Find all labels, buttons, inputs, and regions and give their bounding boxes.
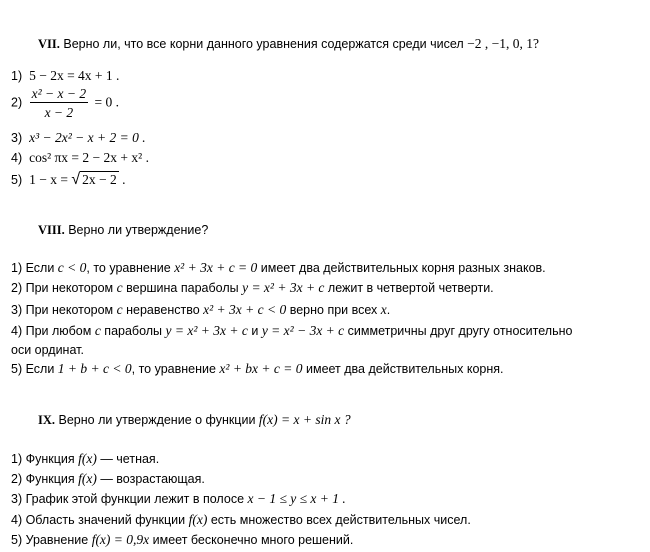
section-9-heading [38,412,351,428]
section-9-item-3 [11,491,346,507]
section-9-item-1 [11,451,159,467]
math: x [380,302,387,317]
equation-rest: = 0 . [91,94,119,110]
text: 4) Область значений функции [11,513,189,527]
text: , то уравнение [86,261,175,275]
text: симметричны друг другу относительно [344,324,573,338]
math: c [116,302,123,317]
section-9-number: IX. [38,413,56,427]
fraction [30,86,89,120]
text: 1) Функция [11,452,79,466]
section-7-numbers: −2 , −1, 0, 1? [467,36,539,51]
math: 1 + b + c < 0 [57,361,132,376]
math: f(x) = 0,9x [91,532,150,547]
section-7-item-4 [11,150,149,166]
text: неравенство [122,303,204,317]
section-8-item-5 [11,361,504,377]
text: — четная. [96,452,160,466]
section-9-item-5 [11,532,353,548]
text: имеет два действительных корня разных знаков. [257,261,546,275]
section-7-heading [38,36,539,52]
math: f(x) [78,451,97,466]
section-9-item-2 [11,471,205,487]
section-8-item-4 [11,323,572,339]
equation-left: 1 − x = [29,172,72,187]
text: лежит в четвертой четверти. [324,281,494,295]
text: , то уравнение [131,362,220,376]
section-7-item-3 [11,130,146,146]
math: f(x) [188,512,208,527]
math: x² + 3x + c < 0 [203,302,287,317]
section-7-item-1 [11,68,119,84]
text: 3) График этой функции лежит в полосе [11,492,248,506]
item-number: 2) [11,95,23,110]
text: 3) При некотором [11,303,117,317]
equation: 5 − 2x = 4x + 1 . [29,68,120,83]
section-8-item-4-continuation: оси ординат. [11,343,84,357]
equation: cos² πx = 2 − 2x + x² . [29,150,149,165]
square-root: √ 2x − 2 [71,171,117,188]
text: 2) Функция [11,472,79,486]
section-9-item-4 [11,512,471,528]
radicand: 2x − 2 [82,172,117,187]
text: имеет бесконечно много решений. [149,533,354,547]
text: 5) Если [11,362,58,376]
section-9-text: Верно ли утверждение о функции [55,413,259,427]
math: f(x) [78,471,97,486]
section-8-text: Верно ли утверждение? [64,223,209,237]
math: y = x² − 3x + c [261,323,345,338]
math: c < 0 [57,260,87,275]
text: имеет два действительных корня. [302,362,504,376]
text: верно при всех [286,303,381,317]
math: x − 1 ≤ y ≤ x + 1 . [247,491,346,506]
item-number: 3) [11,131,23,145]
math: x² + bx + c = 0 [219,361,303,376]
math: c [94,323,101,338]
section-7-item-2 [11,86,119,120]
text: 4) При любом [11,324,95,338]
math: x² + 3x + c = 0 [174,260,258,275]
text: . [386,303,391,317]
section-7-item-5 [11,172,125,188]
section-8-item-3 [11,302,390,318]
math: y = x² + 3x + c [165,323,248,338]
item-number: 1) [11,69,23,83]
text: 2) При некотором [11,281,117,295]
fraction-numerator: x² − x − 2 [31,86,87,101]
math: y = x² + 3x + c [242,280,325,295]
item-number: 5) [11,173,23,187]
text: и [247,324,262,338]
equation-end: . [118,172,126,187]
section-8-item-1 [11,260,546,276]
section-8-item-2 [11,280,494,296]
section-7-text: Верно ли, что все корни данного уравнения содержатся среди чисел [59,37,468,51]
text: параболы [100,324,166,338]
text: есть множество всех действительных чисел. [207,513,471,527]
section-8-heading [38,222,208,238]
equation: x³ − 2x² − x + 2 = 0 . [29,130,146,145]
section-7-number: VII. [38,37,60,51]
text: вершина параболы [122,281,243,295]
section-8-number: VIII. [38,223,65,237]
fraction-denominator: x − 2 [44,105,74,120]
section-9-function: f(x) = x + sin x ? [258,412,351,427]
math: c [116,280,123,295]
text: 5) Уравнение [11,533,92,547]
text: 1) Если [11,261,58,275]
item-number: 4) [11,151,23,165]
text: — возрастающая. [96,472,205,486]
